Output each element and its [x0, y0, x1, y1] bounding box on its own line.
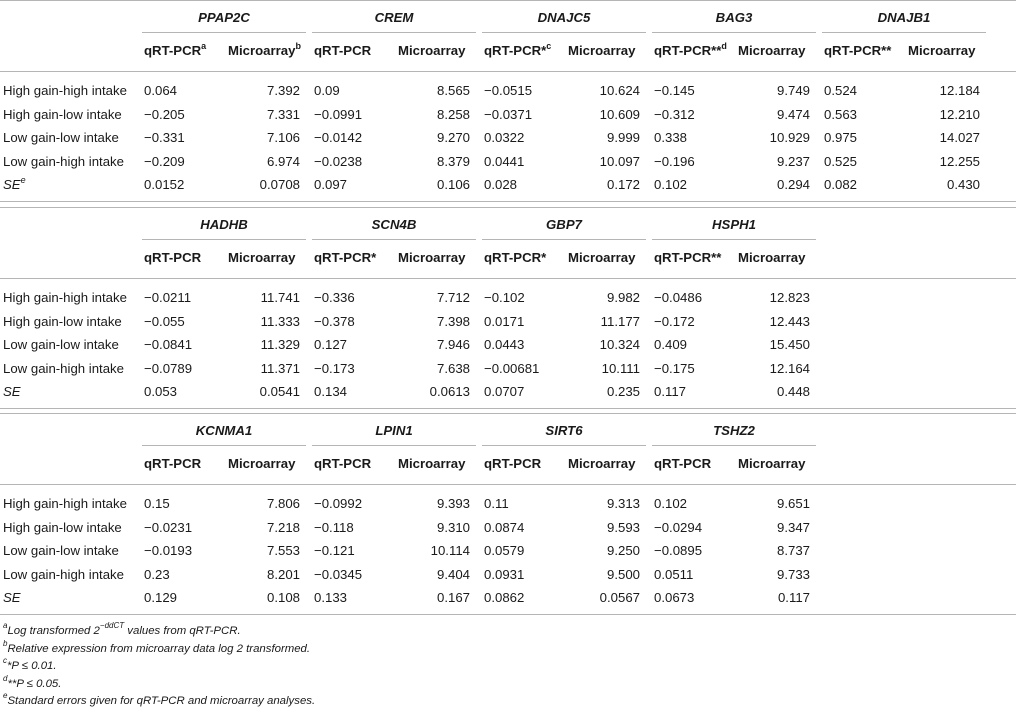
qrt-pcr-value: −0.0345 — [314, 566, 363, 582]
footnote-text-tail: values from qRT-PCR. — [124, 625, 241, 637]
microarray-label-text: Microarray — [568, 250, 636, 265]
microarray-value: 9.310 — [436, 519, 470, 535]
table-row — [0, 494, 1016, 514]
gene-group-underline — [652, 445, 816, 446]
microarray-value: 7.331 — [266, 106, 300, 122]
microarray-value: 12.823 — [769, 290, 810, 305]
qrt-pcr-value: −0.331 — [144, 130, 185, 146]
microarray-value: 9.404 — [436, 566, 470, 582]
qrt-pcr-value: 0.525 — [824, 153, 858, 169]
microarray-value: 12.184 — [939, 83, 980, 98]
microarray-column-header — [908, 41, 975, 61]
microarray-value: 8.258 — [436, 106, 470, 122]
qrt-pcr-column-header — [314, 454, 371, 474]
qrt-pcr-value: 0.524 — [824, 83, 858, 98]
footnote-text: *P ≤ 0.01. — [7, 660, 57, 672]
table-section-1 — [0, 0, 1016, 200]
footnote-mark: b — [3, 638, 8, 648]
microarray-value: 11.371 — [260, 360, 300, 376]
qrt-pcr-value: −0.145 — [654, 83, 695, 98]
microarray-value: 11.177 — [600, 313, 640, 329]
qrt-pcr-value: −0.0841 — [144, 337, 193, 353]
qrt-pcr-column-header — [654, 41, 727, 61]
microarray-column-header — [568, 41, 635, 61]
qrt-pcr-value: 0.129 — [144, 590, 178, 606]
footnote-text: Standard errors given for qRT-PCR and microarray analyses. — [7, 695, 316, 707]
qrt-pcr-value: 0.0441 — [484, 153, 525, 169]
qrt-pcr-column-header — [654, 454, 711, 474]
qrt-pcr-value: −0.173 — [314, 360, 355, 376]
qrt-pcr-value: −0.0211 — [144, 290, 192, 305]
microarray-value: 0.106 — [436, 177, 470, 193]
microarray-column-header — [568, 248, 635, 268]
microarray-value: 0.172 — [606, 177, 640, 193]
microarray-value: 7.218 — [266, 519, 300, 535]
qrt-pcr-value: 0.028 — [484, 177, 518, 193]
section-bottom-rule — [0, 614, 1016, 615]
section-bottom-rule — [0, 201, 1016, 202]
row-label: High gain-low intake — [3, 313, 122, 329]
qrt-pcr-value: −0.312 — [654, 106, 695, 122]
microarray-value: 10.609 — [599, 106, 640, 122]
gene-group-underline — [312, 445, 476, 446]
gene-name-dnajc5: DNAJC5 — [537, 10, 591, 25]
header-bottom-rule — [0, 484, 1016, 485]
qrt-pcr-value: 0.409 — [654, 337, 688, 353]
row-label: High gain-low intake — [3, 519, 122, 535]
microarray-value: 11.741 — [260, 290, 300, 305]
row-label — [3, 588, 21, 608]
qrt-pcr-value: −0.102 — [484, 290, 525, 305]
footnote-b — [3, 638, 311, 656]
qrt-pcr-label-text: qRT-PCR** — [824, 43, 892, 58]
qrt-pcr-column-header — [144, 454, 201, 474]
qrt-pcr-label-text: qRT-PCR — [314, 456, 372, 471]
row-label: Low gain-high intake — [3, 153, 124, 169]
row-label — [3, 382, 21, 402]
qrt-pcr-value: 0.563 — [824, 106, 858, 122]
qrt-pcr-value: 0.0171 — [484, 313, 525, 329]
section-bottom-rule — [0, 408, 1016, 409]
footnote-mark: c — [3, 656, 7, 666]
gene-group-underline — [652, 32, 816, 33]
qrt-pcr-value: −0.0231 — [144, 519, 193, 535]
qrt-pcr-value: −0.378 — [314, 313, 355, 329]
qrt-pcr-value: −0.205 — [144, 106, 185, 122]
gene-group-underline — [482, 32, 646, 33]
microarray-value: 6.974 — [266, 153, 300, 169]
gene-group-underline — [312, 32, 476, 33]
qrt-pcr-value: 0.097 — [314, 177, 348, 193]
microarray-label-text: Microarray — [568, 456, 636, 471]
microarray-value: 9.500 — [606, 566, 640, 582]
qrt-pcr-value: 0.053 — [144, 384, 178, 400]
qrt-pcr-value: 0.975 — [824, 130, 858, 146]
microarray-label-text: Microarray — [228, 250, 296, 265]
microarray-value: 11.329 — [260, 337, 300, 353]
microarray-value: 10.324 — [599, 337, 640, 353]
microarray-column-header — [738, 454, 805, 474]
gene-name-tshz2: TSHZ2 — [713, 423, 755, 438]
microarray-value: 7.638 — [436, 360, 470, 376]
microarray-column-header — [228, 41, 301, 61]
microarray-value: 8.379 — [436, 153, 470, 169]
microarray-value: 0.235 — [606, 384, 640, 400]
header-bottom-rule — [0, 278, 1016, 279]
qrt-pcr-value: 0.133 — [314, 590, 348, 606]
microarray-value: 12.255 — [939, 153, 980, 169]
microarray-value: 10.114 — [430, 543, 470, 559]
standard-error-label-text: SE — [3, 384, 21, 400]
microarray-value: 9.733 — [776, 566, 810, 582]
microarray-label-text: Microarray — [568, 43, 636, 58]
se-row — [0, 175, 1016, 195]
microarray-value: 7.806 — [266, 496, 300, 511]
qrt-pcr-value: −0.336 — [314, 290, 355, 305]
microarray-column-header — [398, 41, 465, 61]
microarray-value: 0.0541 — [259, 384, 300, 400]
qrt-pcr-value: −0.055 — [144, 313, 185, 329]
table-section-3 — [0, 413, 1016, 613]
qrt-pcr-value: −0.0789 — [144, 360, 193, 376]
qrt-pcr-value: −0.0238 — [314, 153, 363, 169]
gene-name-kcnma1: KCNMA1 — [195, 423, 253, 438]
qrt-pcr-label-text: qRT-PCR** — [654, 250, 722, 265]
qrt-pcr-value: 0.082 — [824, 177, 858, 193]
microarray-value: 12.443 — [769, 313, 810, 329]
row-label: High gain-high intake — [3, 83, 127, 98]
qrt-pcr-label-text: qRT-PCR — [144, 43, 202, 58]
qrt-pcr-value: −0.00681 — [484, 360, 540, 376]
qrt-pcr-label-text: qRT-PCR* — [484, 43, 547, 58]
qrt-pcr-value: 0.117 — [654, 384, 687, 400]
qrt-pcr-label-text: qRT-PCR — [144, 250, 202, 265]
gene-group-underline — [142, 239, 306, 240]
row-label: High gain-high intake — [3, 290, 127, 305]
table-row — [0, 128, 1016, 148]
table-row — [0, 105, 1016, 125]
microarray-value: 9.474 — [776, 106, 810, 122]
gene-group-underline — [312, 239, 476, 240]
gene-group-underline — [142, 32, 306, 33]
section-top-rule — [0, 413, 1016, 414]
microarray-value: 7.398 — [436, 313, 470, 329]
gene-name-gbp7: GBP7 — [546, 217, 582, 232]
qrt-pcr-value: −0.0992 — [314, 496, 363, 511]
qrt-pcr-value: 0.23 — [144, 566, 170, 582]
microarray-label-text: Microarray — [738, 456, 806, 471]
qrt-pcr-column-header — [314, 248, 376, 268]
microarray-column-header — [228, 454, 295, 474]
microarray-value: 14.027 — [939, 130, 980, 146]
qrt-pcr-value: 0.127 — [314, 337, 348, 353]
microarray-value: 10.624 — [599, 83, 640, 98]
microarray-value: 9.237 — [776, 153, 810, 169]
qrt-pcr-column-header — [654, 248, 721, 268]
qrt-pcr-value: 0.0322 — [484, 130, 525, 146]
microarray-value: 10.111 — [601, 360, 640, 376]
microarray-value: 9.651 — [776, 496, 810, 511]
qrt-pcr-label-text: qRT-PCR — [314, 43, 372, 58]
microarray-value: 12.164 — [769, 360, 810, 376]
section-top-rule — [0, 207, 1016, 208]
footnote-mark: e — [3, 691, 8, 701]
qrt-pcr-column-header — [314, 41, 371, 61]
footnote-mark: d — [3, 673, 8, 683]
section-top-rule — [0, 0, 1016, 1]
table-row — [0, 359, 1016, 379]
table-row — [0, 335, 1016, 355]
row-label: High gain-low intake — [3, 106, 122, 122]
se-row — [0, 382, 1016, 402]
microarray-value: 9.593 — [606, 519, 640, 535]
qrt-pcr-value: 0.064 — [144, 83, 178, 98]
table-row — [0, 81, 1016, 101]
gene-group-underline — [482, 445, 646, 446]
qrt-pcr-value: −0.0142 — [314, 130, 363, 146]
microarray-value: 15.450 — [769, 337, 810, 353]
qrt-pcr-value: 0.0579 — [484, 543, 525, 559]
gene-name-sirt6: SIRT6 — [545, 423, 583, 438]
row-label — [3, 175, 26, 195]
microarray-value: 0.448 — [776, 384, 810, 400]
qrt-pcr-value: 0.102 — [654, 177, 688, 193]
microarray-value: 7.712 — [436, 290, 470, 305]
qrt-pcr-value: 0.0931 — [484, 566, 525, 582]
microarray-value: 7.106 — [266, 130, 300, 146]
microarray-value: 0.0613 — [429, 384, 470, 400]
microarray-label-text: Microarray — [398, 456, 466, 471]
microarray-value: 8.565 — [436, 83, 470, 98]
qrt-pcr-value: −0.0486 — [654, 290, 703, 305]
qrt-pcr-value: −0.0371 — [484, 106, 533, 122]
microarray-value: 9.250 — [606, 543, 640, 559]
gene-name-scn4b: SCN4B — [371, 217, 417, 232]
microarray-value: 8.201 — [266, 566, 300, 582]
table-row — [0, 152, 1016, 172]
microarray-value: 9.749 — [776, 83, 810, 98]
qrt-pcr-label-footnote-mark: a — [201, 40, 207, 51]
qrt-pcr-value: −0.121 — [314, 543, 355, 559]
gene-group-underline — [142, 445, 306, 446]
row-label: Low gain-high intake — [3, 566, 124, 582]
microarray-value: 0.0567 — [599, 590, 640, 606]
microarray-value: 9.270 — [436, 130, 470, 146]
microarray-value: 10.929 — [769, 130, 810, 146]
microarray-value: 11.333 — [260, 313, 300, 329]
microarray-value: 9.982 — [606, 290, 640, 305]
footnote-e — [3, 691, 316, 708]
qrt-pcr-value: −0.209 — [144, 153, 185, 169]
footnote-c — [3, 656, 57, 673]
qrt-pcr-value: 0.0862 — [484, 590, 525, 606]
microarray-label-text: Microarray — [398, 43, 466, 58]
row-label: Low gain-low intake — [3, 130, 119, 146]
row-label: Low gain-low intake — [3, 337, 119, 353]
microarray-value: 9.393 — [436, 496, 470, 511]
table-row — [0, 288, 1016, 308]
qrt-pcr-value: 0.102 — [654, 496, 688, 511]
qrt-pcr-label-text: qRT-PCR** — [654, 43, 722, 58]
footnote-text: Relative expression from microarray data log 2 transformed. — [7, 642, 311, 655]
gene-name-lpin1: LPIN1 — [375, 423, 413, 438]
microarray-label-footnote-mark: b — [295, 40, 301, 51]
gene-group-underline — [652, 239, 816, 240]
qrt-pcr-value: 0.338 — [654, 130, 688, 146]
microarray-label-text: Microarray — [908, 43, 976, 58]
qrt-pcr-value: −0.118 — [314, 519, 354, 535]
qrt-pcr-label-footnote-mark: d — [721, 40, 727, 51]
microarray-column-header — [738, 248, 805, 268]
table-row — [0, 518, 1016, 538]
qrt-pcr-column-header — [824, 41, 891, 61]
microarray-label-text: Microarray — [228, 456, 296, 471]
gene-name-hadhb: HADHB — [200, 217, 248, 232]
microarray-value: 7.946 — [436, 337, 470, 353]
table-row — [0, 541, 1016, 561]
gene-group-underline — [482, 239, 646, 240]
microarray-value: 0.108 — [266, 590, 300, 606]
microarray-column-header — [398, 454, 465, 474]
microarray-value: 0.167 — [436, 590, 470, 606]
row-label: Low gain-high intake — [3, 360, 124, 376]
footnote-mark: a — [3, 621, 8, 631]
gene-group-underline — [822, 32, 986, 33]
qrt-pcr-column-header — [484, 248, 546, 268]
qrt-pcr-label-text: qRT-PCR — [144, 456, 202, 471]
qrt-pcr-value: −0.0515 — [484, 83, 533, 98]
header-bottom-rule — [0, 71, 1016, 72]
table-section-2 — [0, 207, 1016, 407]
qrt-pcr-value: −0.196 — [654, 153, 695, 169]
qrt-pcr-value: −0.172 — [654, 313, 695, 329]
microarray-value: 9.999 — [606, 130, 640, 146]
microarray-label-text: Microarray — [738, 250, 806, 265]
microarray-value: 7.392 — [266, 83, 300, 98]
microarray-label-text: Microarray — [228, 43, 296, 58]
standard-error-label-text: SE — [3, 590, 21, 606]
qrt-pcr-column-header — [484, 454, 541, 474]
microarray-column-header — [228, 248, 295, 268]
microarray-value: 8.737 — [776, 543, 810, 559]
qrt-pcr-label-text: qRT-PCR — [654, 456, 712, 471]
gene-name-hsph1: HSPH1 — [712, 217, 756, 232]
microarray-value: 12.210 — [939, 106, 980, 122]
qrt-pcr-value: 0.0443 — [484, 337, 525, 353]
microarray-value: 10.097 — [599, 153, 640, 169]
qrt-pcr-label-footnote-mark: c — [546, 40, 552, 51]
qrt-pcr-value: 0.15 — [144, 496, 170, 511]
qrt-pcr-value: 0.0152 — [144, 177, 185, 193]
microarray-value: 0.0708 — [259, 177, 300, 193]
footnote-text: **P ≤ 0.05. — [7, 677, 62, 690]
table-row — [0, 312, 1016, 332]
gene-name-crem: CREM — [374, 10, 414, 25]
qrt-pcr-value: 0.11 — [484, 496, 509, 511]
footnote-a — [3, 621, 241, 638]
qrt-pcr-column-header — [144, 41, 206, 61]
row-label: High gain-high intake — [3, 496, 127, 511]
microarray-value: 9.347 — [776, 519, 810, 535]
qrt-pcr-value: −0.0991 — [314, 106, 363, 122]
qrt-pcr-label-text: qRT-PCR* — [314, 250, 377, 265]
row-label: Low gain-low intake — [3, 543, 119, 559]
microarray-value: 0.294 — [776, 177, 810, 193]
qrt-pcr-value: 0.134 — [314, 384, 348, 400]
se-row — [0, 588, 1016, 608]
qrt-pcr-column-header — [484, 41, 551, 61]
qrt-pcr-value: 0.0874 — [484, 519, 525, 535]
microarray-value: 9.313 — [606, 496, 640, 511]
microarray-value: 0.117 — [777, 590, 810, 606]
qrt-pcr-value: −0.175 — [654, 360, 695, 376]
qrt-pcr-value: −0.0193 — [144, 543, 193, 559]
qrt-pcr-label-text: qRT-PCR* — [484, 250, 547, 265]
microarray-label-text: Microarray — [398, 250, 466, 265]
footnote-superscript: −ddCT — [99, 621, 125, 631]
qrt-pcr-value: −0.0895 — [654, 543, 703, 559]
standard-error-label-text: SE — [3, 177, 21, 193]
microarray-label-text: Microarray — [738, 43, 806, 58]
qrt-pcr-value: −0.0294 — [654, 519, 703, 535]
qrt-pcr-value: 0.0511 — [654, 566, 694, 582]
microarray-column-header — [568, 454, 635, 474]
qrt-pcr-value: 0.0673 — [654, 590, 695, 606]
table-row — [0, 565, 1016, 585]
gene-name-dnajb1: DNAJB1 — [877, 10, 931, 25]
standard-error-label-footnote-mark: e — [20, 175, 26, 185]
qrt-pcr-column-header — [144, 248, 201, 268]
microarray-column-header — [398, 248, 465, 268]
qrt-pcr-value: 0.09 — [314, 83, 340, 98]
footnote-text: Log transformed 2 — [7, 625, 100, 637]
microarray-value: 7.553 — [266, 543, 300, 559]
microarray-value: 0.430 — [946, 177, 980, 193]
qrt-pcr-value: 0.0707 — [484, 384, 525, 400]
microarray-column-header — [738, 41, 805, 61]
qrt-pcr-label-text: qRT-PCR — [484, 456, 542, 471]
footnote-d — [3, 673, 62, 691]
gene-name-ppap2c: PPAP2C — [198, 10, 250, 25]
gene-name-bag3: BAG3 — [715, 10, 753, 25]
